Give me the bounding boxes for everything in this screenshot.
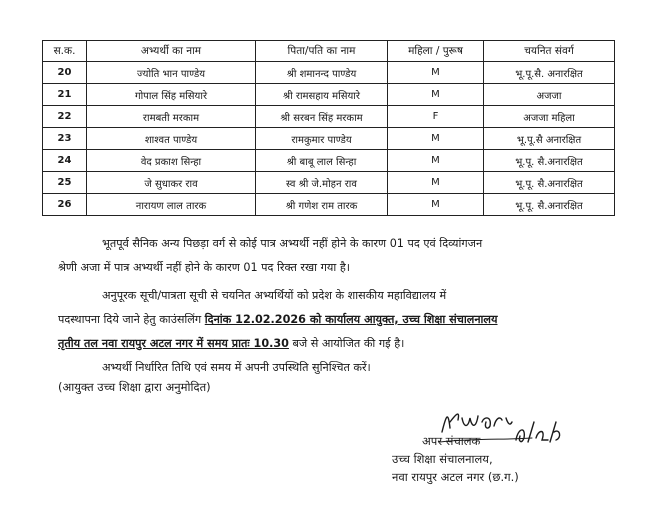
name-cell: नारायण लाल तारक	[87, 194, 256, 216]
signatory-designation: अपर संचालक	[422, 434, 481, 448]
signatory-block	[392, 432, 592, 486]
parent-cell: श्री गणेश राम तारक	[256, 194, 388, 216]
header-serial: स.क.	[43, 41, 87, 62]
serial-cell: 26	[43, 194, 87, 216]
category-cell: भू.पू. सै.अनारक्षित	[484, 150, 615, 172]
parent-cell: स्व श्री जे.मोहन राव	[256, 172, 388, 194]
table-row	[43, 106, 615, 128]
serial-cell: 23	[43, 128, 87, 150]
counselling-venue-time-highlight: तृतीय तल नवा रायपुर अटल नगर में समय प्रातः 10.30	[58, 337, 289, 350]
table-row	[43, 128, 615, 150]
category-cell: अजजा महिला	[484, 106, 615, 128]
attendance-line: अभ्यर्थी निर्धारित तिथि एवं समय में अपनी उपस्थिति सुनिश्चित करें।	[102, 361, 371, 374]
header-gender: महिला / पुरूष	[388, 41, 484, 62]
header-candidate-name: अभ्यर्थी का नाम	[87, 41, 256, 62]
gender-cell: M	[388, 62, 484, 84]
name-cell: गोपाल सिंह मसियारे	[87, 84, 256, 106]
gender-cell: M	[388, 84, 484, 106]
gender-cell: M	[388, 128, 484, 150]
counselling-line-3	[58, 332, 614, 356]
parent-cell: रामकुमार पाण्डेय	[256, 128, 388, 150]
parent-cell: श्री रामसहाय मसियारे	[256, 84, 388, 106]
header-parent-name: पिता/पति का नाम	[256, 41, 388, 62]
serial-cell: 21	[43, 84, 87, 106]
counselling-notice	[58, 284, 614, 380]
candidate-table	[42, 40, 615, 216]
serial-cell: 24	[43, 150, 87, 172]
serial-cell: 25	[43, 172, 87, 194]
name-cell: वेद प्रकाश सिन्हा	[87, 150, 256, 172]
parent-cell: श्री बाबू लाल सिन्हा	[256, 150, 388, 172]
category-cell: भू.पू. सै.अनारक्षित	[484, 172, 615, 194]
name-cell: शाश्वत पाण्डेय	[87, 128, 256, 150]
vacancy-note-line-2: श्रेणी अजा में पात्र अभ्यर्थी नहीं होने के कारण 01 पद रिक्त रखा गया है।	[58, 261, 351, 274]
vacancy-note-line-1: भूतपूर्व सैनिक अन्य पिछड़ा वर्ग से कोई पात्र अभ्यर्थी नहीं होने के कारण 01 पद एवं दिव्यांगजन	[102, 237, 483, 250]
signatory-place: नवा रायपुर अटल नगर (छ.ग.)	[392, 470, 519, 484]
table-row	[43, 150, 615, 172]
gender-cell: M	[388, 172, 484, 194]
category-cell: भू.पू.सै अनारक्षित	[484, 128, 615, 150]
gender-cell: F	[388, 106, 484, 128]
parent-cell: श्री सरबन सिंह मरकाम	[256, 106, 388, 128]
table-header-row	[43, 41, 615, 62]
vacancy-note	[58, 232, 614, 280]
counselling-line-2-start: पदस्थापना दिये जाने हेतु काउंसलिंग	[58, 313, 205, 326]
category-cell: भू.पू. सै.अनारक्षित	[484, 194, 615, 216]
name-cell: रामबती मरकाम	[87, 106, 256, 128]
parent-cell: श्री शमानन्द पाण्डेय	[256, 62, 388, 84]
gender-cell: M	[388, 194, 484, 216]
gender-cell: M	[388, 150, 484, 172]
counselling-date-highlight: दिनांक 12.02.2026 को कार्यालय आयुक्त, उच्च शिक्षा संचालनालय	[204, 313, 498, 326]
header-category: चयनित संवर्ग	[484, 41, 615, 62]
category-cell: भू.पू.सै. अनारक्षित	[484, 62, 615, 84]
signatory-office: उच्च शिक्षा संचालनालय,	[392, 452, 493, 466]
name-cell: जे सुधाकर राव	[87, 172, 256, 194]
table-row	[43, 172, 615, 194]
counselling-line-2	[58, 308, 614, 332]
name-cell: ज्योति भान पाण्डेय	[87, 62, 256, 84]
counselling-line-1: अनुपूरक सूची/पात्रता सूची से चयनित अभ्यर्थियों को प्रदेश के शासकीय महाविद्यालय में	[102, 289, 447, 302]
table-row	[43, 84, 615, 106]
serial-cell: 22	[43, 106, 87, 128]
serial-cell: 20	[43, 62, 87, 84]
approval-note: (आयुक्त उच्च शिक्षा द्वारा अनुमोदित)	[58, 380, 211, 394]
counselling-line-3-end: बजे से आयोजित की गई है।	[288, 337, 405, 350]
table-row	[43, 62, 615, 84]
table-row	[43, 194, 615, 216]
category-cell: अजजा	[484, 84, 615, 106]
